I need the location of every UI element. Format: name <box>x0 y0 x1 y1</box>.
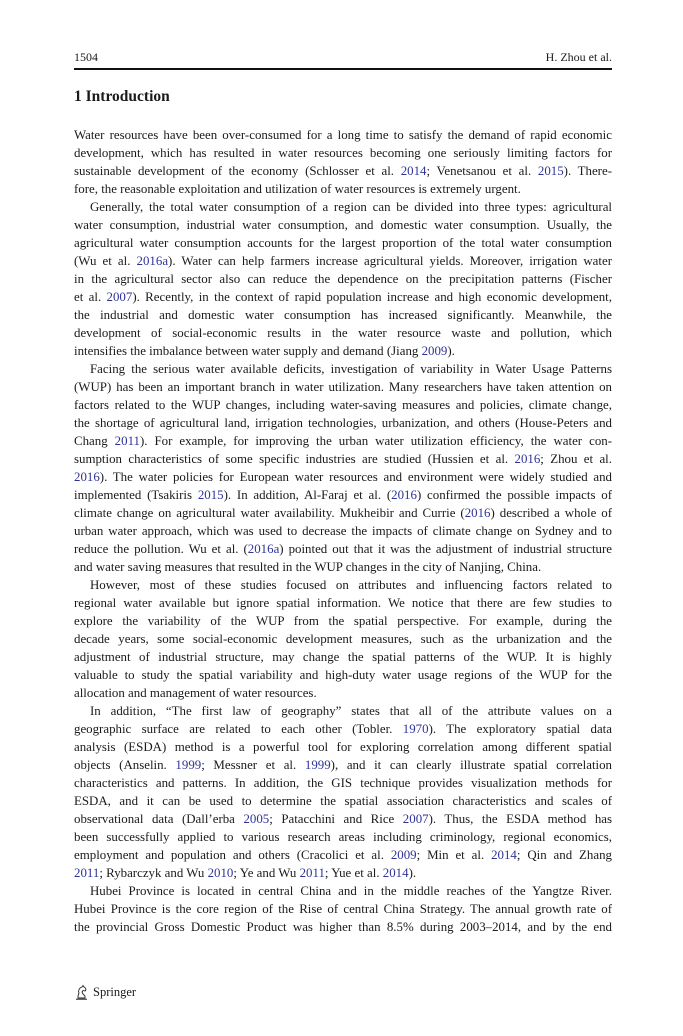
text-run: employment and population and others (Cracolici et al. <box>74 848 391 862</box>
line-content <box>74 596 612 610</box>
running-authors: H. Zhou et al. <box>545 50 612 64</box>
line-content <box>90 362 612 376</box>
citation-link[interactable]: 2010 <box>207 866 234 880</box>
text-line <box>74 306 612 324</box>
citation-link[interactable]: 1999 <box>304 758 331 772</box>
text-run: sumption characteristics of some specific industries are studied (Hussien et al. <box>74 452 515 466</box>
text-run: Water resources have been over-consumed for a long time to satisfy the demand of rapid economic <box>74 128 612 142</box>
text-line <box>74 774 612 792</box>
text-line <box>74 702 612 720</box>
header-rule <box>74 68 612 70</box>
paragraph <box>74 576 612 702</box>
text-run: Chang <box>74 434 115 448</box>
text-line <box>74 360 612 378</box>
text-line <box>74 594 612 612</box>
citation-link[interactable]: 2016a <box>136 254 169 268</box>
line-content <box>74 290 612 304</box>
text-line <box>74 558 612 576</box>
line-content <box>74 848 612 862</box>
text-run: development of social-economic results in the water resource waste and pollution, which <box>74 326 612 340</box>
text-run: geographic surface are related to each other (Tobler. <box>74 722 403 736</box>
line-content <box>74 686 317 700</box>
text-run: adjustment of industrial structure, may change the spatial patterns of the WUP. It is highly <box>74 650 612 664</box>
text-run: explore the variability of the WUP from the spatial perspective. For example, during the <box>74 614 612 628</box>
text-line <box>74 918 612 936</box>
text-line <box>74 630 612 648</box>
line-content <box>74 434 612 448</box>
citation-link[interactable]: 2011 <box>299 866 325 880</box>
text-run: ; Messner et al. <box>201 758 305 772</box>
line-content <box>74 308 612 322</box>
text-run: decade years, some social-economic development measures, such as the urbanization and the <box>74 632 612 646</box>
text-run: regional water available but ignore spatial information. We notice that there are few studies to <box>74 596 612 610</box>
text-run: reduce the pollution. Wu et al. ( <box>74 542 248 556</box>
text-run: ). <box>408 866 417 880</box>
line-content <box>74 524 612 538</box>
text-run: characteristics and patterns. In addition, the GIS technique provides visualization methods for <box>74 776 612 790</box>
text-run: the shortage of agricultural land, irrigation technologies, urbanization, and others (House-Peters and <box>74 416 612 430</box>
text-run: (WUP) has been an important branch in water utilization. Many researchers have taken attention on <box>74 380 612 394</box>
text-run: factors related to the WUP changes, including water-saving measures and policies, climate change, <box>74 398 612 412</box>
line-content <box>74 398 612 412</box>
line-content <box>74 650 612 664</box>
line-content <box>74 506 612 520</box>
text-run: ; Venetsanou et al. <box>426 164 538 178</box>
text-line <box>74 432 612 450</box>
citation-link[interactable]: 2015 <box>537 164 564 178</box>
line-content <box>74 218 612 232</box>
text-run: ; Ye and Wu <box>233 866 300 880</box>
text-run: ; Rybarczyk and Wu <box>99 866 208 880</box>
text-run: et al. <box>74 290 107 304</box>
line-content <box>74 632 612 646</box>
text-run: observational data (Dall’erba <box>74 812 244 826</box>
text-run: in the agricultural sector also can reduce the dependence on the precipitation patterns (Fischer <box>74 272 612 286</box>
citation-link[interactable]: 2007 <box>106 290 133 304</box>
text-run: ). Water can help farmers increase agricultural yields. Moreover, irrigation water <box>168 254 613 268</box>
text-line <box>74 720 612 738</box>
text-line <box>74 144 612 162</box>
line-content <box>74 344 455 358</box>
text-run: ; Qin and Zhang <box>516 848 612 862</box>
text-run: ). There- <box>563 164 612 178</box>
citation-link[interactable]: 2014 <box>400 164 427 178</box>
text-run: the provincial Gross Domestic Product was higher than 8.5% during 2003–2014, and by the end <box>74 920 612 934</box>
text-line <box>74 126 612 144</box>
paragraph <box>74 882 612 936</box>
text-run: sustainable development of the economy (Schlosser et al. <box>74 164 401 178</box>
line-content <box>90 704 612 718</box>
text-run: ). <box>447 344 455 358</box>
line-content <box>74 866 416 880</box>
text-run: ) pointed out that it was the adjustment of industrial structure <box>279 542 612 556</box>
line-content <box>74 326 612 340</box>
citation-link[interactable]: 2015 <box>197 488 224 502</box>
text-line <box>74 234 612 252</box>
citation-link[interactable]: 1999 <box>175 758 202 772</box>
text-line <box>74 882 612 900</box>
citation-link[interactable]: 2016 <box>464 506 491 520</box>
line-content <box>90 200 612 214</box>
text-line <box>74 846 612 864</box>
citation-link[interactable]: 2005 <box>243 812 270 826</box>
text-line <box>74 504 612 522</box>
text-run: ; Min et al. <box>416 848 492 862</box>
citation-link[interactable]: 2009 <box>421 344 448 358</box>
text-line <box>74 378 612 396</box>
line-content <box>74 452 612 466</box>
citation-link[interactable]: 2007 <box>402 812 429 826</box>
line-content <box>74 902 612 916</box>
text-line <box>74 864 612 882</box>
citation-link[interactable]: 2016 <box>391 488 417 502</box>
text-run: Facing the serious water available deficits, investigation of variability in Water Usage Patterns <box>90 362 612 376</box>
text-run: (Wu et al. <box>74 254 137 268</box>
page-number: 1504 <box>74 50 98 64</box>
text-line <box>74 576 612 594</box>
publisher-footer <box>74 984 136 1000</box>
text-line <box>74 396 612 414</box>
text-run: water consumption, industrial water consumption, and domestic water consumption. Usually, the <box>74 218 612 232</box>
text-run: ) confirmed the possible impacts of <box>416 488 612 502</box>
text-run: fore, the reasonable exploitation and utilization of water resources is extremely urgent. <box>74 182 521 196</box>
line-content <box>74 182 521 196</box>
section-heading: 1 Introduction <box>74 88 170 105</box>
text-run: and water saving measures that resulted in the WUP changes in the city of Nanjing, China. <box>74 560 542 574</box>
text-run: objects (Anselin. <box>74 758 176 772</box>
text-run: development, which has resulted in water resources becoming one seriously limiting factors for <box>74 146 612 160</box>
paragraph <box>74 126 612 198</box>
text-run: valuable to study the spatial variability and high-duty water usage regions of the WUP for the <box>74 668 612 682</box>
text-run: ). In addition, Al-Faraj et al. ( <box>223 488 392 502</box>
text-line <box>74 252 612 270</box>
text-line <box>74 270 612 288</box>
line-content <box>74 560 541 574</box>
line-content <box>90 884 612 898</box>
text-run: ; Yue et al. <box>324 866 383 880</box>
text-line <box>74 792 612 810</box>
text-run: Hubei Province is the core region of the Rise of central China Strategy. The annual growth rate of <box>74 902 612 916</box>
text-run: In addition, “The first law of geography” states that all of the attribute values on a <box>90 704 612 718</box>
publisher-name: Springer <box>93 984 137 999</box>
line-content <box>74 470 612 484</box>
text-run: the industrial and domestic water consumption has increased significantly. Meanwhile, the <box>74 308 612 322</box>
text-line <box>74 810 612 828</box>
line-content <box>74 128 612 142</box>
text-line <box>74 450 612 468</box>
text-line <box>74 468 612 486</box>
text-run: analysis (ESDA) method is a powerful tool for exploring correlation among different spatial <box>74 740 612 754</box>
text-line <box>74 612 612 630</box>
text-run: ). Thus, the ESDA method has <box>428 812 612 826</box>
text-line <box>74 414 612 432</box>
line-content <box>74 380 612 394</box>
text-run: allocation and management of water resources. <box>74 686 317 700</box>
citation-link[interactable]: 2014 <box>491 848 517 862</box>
text-run: ). Recently, in the context of rapid population increase and high economic development, <box>132 290 612 304</box>
text-run: ). The water policies for European water resources and environment were widely studied and <box>99 470 612 484</box>
text-line <box>74 198 612 216</box>
paragraph <box>74 360 612 576</box>
text-run: Generally, the total water consumption of a region can be divided into three types: agricultural <box>90 200 612 214</box>
line-content <box>74 740 612 754</box>
citation-link[interactable]: 2016 <box>74 470 100 484</box>
text-run: intensifies the imbalance between water supply and demand (Jiang <box>74 344 422 358</box>
citation-link[interactable]: 2009 <box>390 848 417 862</box>
text-line <box>74 342 612 360</box>
text-line <box>74 684 612 702</box>
text-line <box>74 828 612 846</box>
text-line <box>74 216 612 234</box>
springer-horse-icon <box>74 984 90 1000</box>
text-run: ; Zhou et al. <box>540 452 612 466</box>
text-run: ESDA, and it can be used to determine the spatial association characteristics and scales of <box>74 794 612 808</box>
line-content <box>74 416 612 430</box>
text-run: ; Patacchini and Rice <box>269 812 403 826</box>
citation-link[interactable]: 2014 <box>382 866 409 880</box>
text-line <box>74 162 612 180</box>
text-run: been successfully applied to various research areas including criminology, regional economics, <box>74 830 612 844</box>
citation-link[interactable]: 2011 <box>74 866 100 880</box>
text-run: Hubei Province is located in central China and in the middle reaches of the Yangtze River. <box>90 884 612 898</box>
text-line <box>74 738 612 756</box>
paragraph <box>74 198 612 360</box>
text-line <box>74 756 612 774</box>
line-content <box>74 164 612 178</box>
text-line <box>74 288 612 306</box>
text-run: implemented (Tsakiris <box>74 488 198 502</box>
citation-link[interactable]: 2011 <box>114 434 140 448</box>
text-line <box>74 486 612 504</box>
text-run: However, most of these studies focused on attributes and influencing factors related to <box>90 578 612 592</box>
running-header <box>74 50 612 66</box>
line-content <box>74 920 612 934</box>
text-run: climate change on agricultural water availability. Mukheibir and Currie ( <box>74 506 465 520</box>
text-run: ). The exploratory spatial data <box>428 722 612 736</box>
text-run: urban water approach, which was used to decrease the impacts of climate change on Sydney and to <box>74 524 612 538</box>
text-line <box>74 522 612 540</box>
line-content <box>74 542 612 556</box>
text-line <box>74 540 612 558</box>
text-line <box>74 900 612 918</box>
citation-link[interactable]: 2016a <box>247 542 280 556</box>
line-content <box>74 722 612 736</box>
line-content <box>74 758 612 772</box>
line-content <box>74 794 612 808</box>
line-content <box>74 830 612 844</box>
text-line <box>74 666 612 684</box>
line-content <box>74 668 612 682</box>
line-content <box>74 776 612 790</box>
text-line <box>74 180 612 198</box>
line-content <box>74 236 612 250</box>
text-line <box>74 324 612 342</box>
body-text <box>74 126 612 936</box>
citation-link[interactable]: 2016 <box>514 452 541 466</box>
text-run: ), and it can clearly illustrate spatial correlation <box>330 758 612 772</box>
text-run: ) described a whole of <box>490 506 612 520</box>
line-content <box>74 812 612 826</box>
line-content <box>74 488 612 502</box>
paragraph <box>74 702 612 882</box>
citation-link[interactable]: 1970 <box>402 722 429 736</box>
text-run: agricultural water consumption accounts for the largest proportion of the total water consumption <box>74 236 612 250</box>
line-content <box>74 272 612 286</box>
line-content <box>74 614 612 628</box>
line-content <box>74 254 612 268</box>
text-line <box>74 648 612 666</box>
text-run: ). For example, for improving the urban water utilization efficiency, the water con- <box>139 434 612 448</box>
line-content <box>74 146 612 160</box>
line-content <box>90 578 612 592</box>
